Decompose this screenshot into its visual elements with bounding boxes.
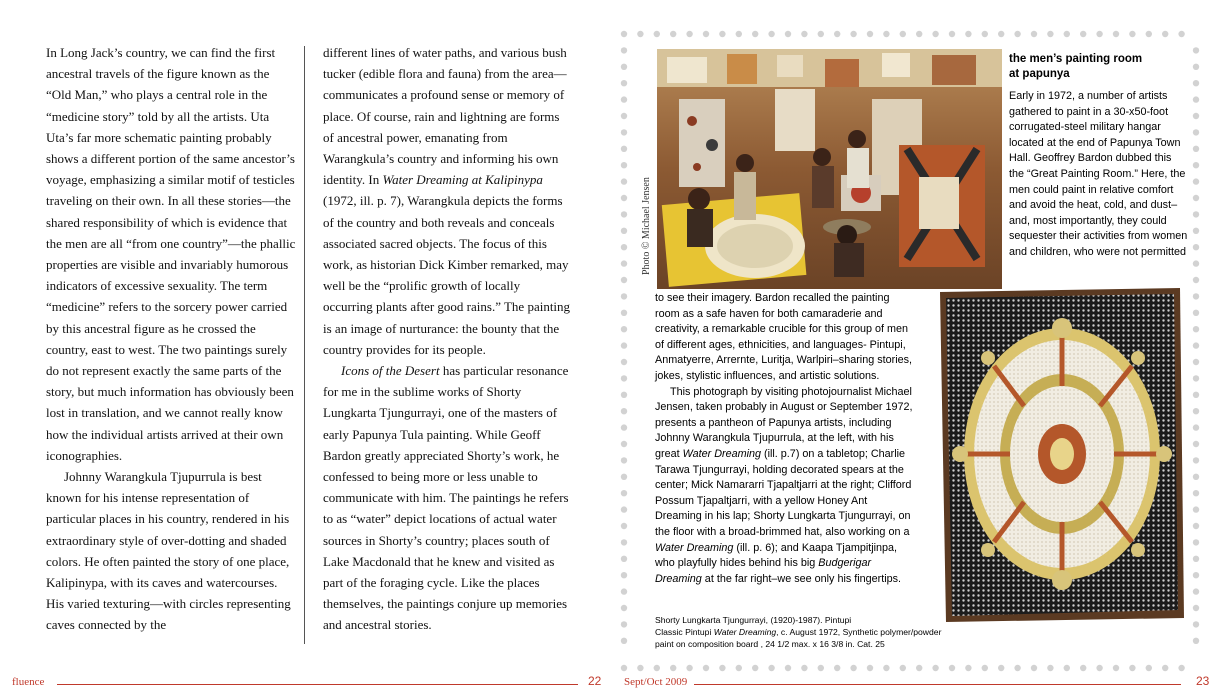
border-dot	[621, 129, 627, 135]
border-dot	[1014, 31, 1020, 37]
border-dot	[736, 31, 742, 37]
border-dot	[834, 665, 840, 671]
col2-p1-title-italic: Water Dreaming at Kalipinypa	[382, 172, 543, 188]
col2-p1-text-b: (1972, ill. p. 7), Warangkula depicts the forms of the country and both reveals and conceals associated sacred objects. The focus of this work, as historian Dick Kimber remarked, may well be the “prolific growth of locally occurring plants after good rains.” The painting is an image of nurturance: the bounty that the country provides for its people.	[323, 193, 571, 357]
border-dot	[801, 665, 807, 671]
left-column-1	[46, 42, 296, 636]
border-dot	[621, 490, 627, 496]
border-dot	[1193, 506, 1199, 512]
border-dot	[1193, 64, 1199, 70]
sidebar-heading-line-2: at papunya	[1009, 68, 1070, 80]
border-dot	[916, 31, 922, 37]
border-dot	[621, 457, 627, 463]
border-dot	[949, 31, 955, 37]
col2-p1-text-a: different lines of water paths, and various bush tucker (edible flora and fauna) from the area—communicates a profound sense or memory of place. Of course, rain and lightning are forms of ancestral power, emanating from Warangkula’s country and informing his own identity. In	[323, 45, 567, 188]
footer-issue-date: Sept/Oct 2009	[624, 676, 688, 688]
border-dot	[621, 588, 627, 594]
border-dot	[621, 342, 627, 348]
border-dot	[1193, 572, 1199, 578]
border-dot	[670, 665, 676, 671]
border-dot	[1193, 490, 1199, 496]
border-dot	[900, 31, 906, 37]
border-dot	[621, 638, 627, 644]
border-dot	[621, 162, 627, 168]
border-dot	[1113, 31, 1119, 37]
border-dot	[621, 211, 627, 217]
border-dot	[621, 277, 627, 283]
border-dot	[703, 31, 709, 37]
border-dot	[1193, 326, 1199, 332]
border-dot	[1193, 277, 1199, 283]
border-dot	[1047, 31, 1053, 37]
border-dot	[752, 665, 758, 671]
border-dot	[736, 665, 742, 671]
border-dot	[965, 665, 971, 671]
border-dot	[621, 556, 627, 562]
border-dot	[1193, 178, 1199, 184]
border-dot	[1193, 260, 1199, 266]
border-dot	[1031, 665, 1037, 671]
caption-line-3: paint on composition board , 24 1/2 max. x 16 3/8 in. Cat. 25	[655, 639, 885, 649]
border-dot	[621, 621, 627, 627]
border-dot	[621, 572, 627, 578]
footer-magazine-name: fluence	[12, 676, 45, 688]
border-dot	[1193, 113, 1199, 119]
border-dot	[1064, 31, 1070, 37]
border-dot	[719, 665, 725, 671]
border-dot	[621, 64, 627, 70]
sidebar-p2-d: at the far right–we see only his fingertips.	[701, 572, 902, 585]
sidebar-paragraph-2	[655, 385, 917, 588]
border-dot	[1193, 310, 1199, 316]
left-column-2	[323, 42, 571, 636]
col2-p2-text: has particular resonance for me in the sublime works of Shorty Lungkarta Tjungurrayi, one of the masters of early Papunya Tula painting. While Geoff Bardon greatly appreciated Shorty’s work, he confessed to being more or less unable to communicate with him. The paintings he refers to as “water” depict locations of actual water sources in Shorty’s country; places south of Lake Macdonald that he knew and visited as part of the foraging cycle. Like the places themselves, the paintings conjure up memories and ancestral stories.	[323, 363, 569, 633]
border-dot	[916, 665, 922, 671]
col2-paragraph-2	[323, 360, 571, 636]
border-dot	[801, 31, 807, 37]
border-dot	[1193, 441, 1199, 447]
border-dot	[1193, 556, 1199, 562]
border-dot	[752, 31, 758, 37]
border-dot	[1193, 408, 1199, 414]
sidebar-text-top: Early in 1972, a number of artists gathered to paint in a 30-x50-foot corrugated-steel military hangar located at the end of Papunya Town Hall. Geoffrey Bardon dubbed this the “Great Painting Room.” Here, the men could paint in relative comfort and avoid the heat, cold, and dust–and, most importantly, they could sequester their activities from women and children, who were not permitted	[1009, 90, 1188, 258]
photo-credit: Photo © Michael Jensen	[641, 177, 652, 275]
border-dot	[1129, 31, 1135, 37]
border-dot	[621, 195, 627, 201]
border-dot	[1193, 129, 1199, 135]
border-dot	[1193, 359, 1199, 365]
border-dot	[883, 665, 889, 671]
page-number-right: 23	[1196, 674, 1210, 688]
border-dot	[1162, 665, 1168, 671]
border-dot	[621, 310, 627, 316]
sidebar-p2-b: (ill. p.7) on a tabletop; Charlie Tarawa Tjungurrayi, holding decorated spears at the center; Mick Namararri Tjapaltjarri at the right; Clifford Possum Tjapaltjarri, with a yellow Honey Ant Dreaming in his lap; Shorty Lungkarta Tjungurrayi, on the floor with a broad-brimmed hat, also working on a	[655, 447, 912, 538]
col2-p2-title-italic: Icons of the Desert	[341, 363, 440, 379]
column-divider	[304, 46, 305, 644]
sidebar-p2-italic-1: Water Dreaming	[682, 447, 762, 460]
border-dot	[621, 260, 627, 266]
border-dot	[621, 293, 627, 299]
border-dot	[621, 605, 627, 611]
caption-line-2	[655, 626, 955, 638]
border-dot	[1047, 665, 1053, 671]
border-dot	[621, 113, 627, 119]
border-dot	[1193, 47, 1199, 53]
border-dot	[1193, 195, 1199, 201]
border-dot	[621, 523, 627, 529]
border-dot	[1193, 375, 1199, 381]
caption-line-1: Shorty Lungkarta Tjungurrayi, (1920)-1987). Pintupi	[655, 615, 852, 625]
border-dot	[1129, 665, 1135, 671]
border-dot	[1193, 146, 1199, 152]
border-dot	[850, 665, 856, 671]
sidebar-p2-italic-3: Budgerigar Dreaming	[655, 557, 872, 585]
border-dot	[637, 665, 643, 671]
border-dot	[818, 31, 824, 37]
border-dot	[1193, 588, 1199, 594]
sidebar-paragraph-1: to see their imagery. Bardon recalled the painting room as a safe haven for both camaraderie and creativity, a remarkable crucible for this group of men of different ages, ethnicities, and languages- Pintupi, Anmatyerre, Arrernte, Luritja, Warlpiri–sharing stories, jokes, stylistic influences, and artistic solutions.	[655, 292, 913, 382]
border-dot	[621, 31, 627, 37]
border-dot	[621, 228, 627, 234]
sidebar-p2-italic-2: Water Dreaming	[655, 541, 734, 554]
border-dot	[621, 47, 627, 53]
border-dot	[719, 31, 725, 37]
border-dot	[1064, 665, 1070, 671]
border-dot	[768, 31, 774, 37]
border-dot	[1031, 31, 1037, 37]
border-dot	[834, 31, 840, 37]
border-dot	[1096, 31, 1102, 37]
border-dot	[998, 31, 1004, 37]
border-dot	[1193, 293, 1199, 299]
border-dot	[621, 392, 627, 398]
border-dot	[1193, 96, 1199, 102]
border-dot	[1080, 665, 1086, 671]
border-dot	[1193, 211, 1199, 217]
border-dot	[1193, 162, 1199, 168]
border-dot	[621, 96, 627, 102]
border-dot	[1193, 342, 1199, 348]
border-dot	[703, 665, 709, 671]
border-dot	[1113, 665, 1119, 671]
border-dot	[621, 665, 627, 671]
border-dot	[621, 178, 627, 184]
border-dot	[998, 665, 1004, 671]
water-dreaming-painting	[936, 288, 1184, 622]
caption-line-2-italic: Water Dreaming	[713, 627, 777, 637]
border-dot	[654, 665, 660, 671]
col1-paragraph-1: In Long Jack’s country, we can find the first ancestral travels of the figure known as the “Old Man,” who plays a central role in the “medicine story” told by all the artists. Uta Uta’s far more schematic painting probably shows a different portion of the same ancestor’s voyage, emphasizing a similar motif of testicles traveling on their own. In all these stories—the shared responsibility of which is evidence that the men are all “from one country”—the phallic properties are visible and invariably humorous indicators of excessive sexuality. The term “medicine” refers to the sorcery power carried by this ancestral figure as he crossed the country, east to west. The two paintings surely do not represent exactly the same parts of the story, but much information has obviously been lost in translation, and we cannot really know how the individual artists arrived at their own iconographies.	[46, 45, 296, 463]
border-dot	[965, 31, 971, 37]
border-dot	[900, 665, 906, 671]
border-dot	[1193, 244, 1199, 250]
footer-right-rule	[694, 684, 1181, 685]
border-dot	[654, 31, 660, 37]
border-dot	[850, 31, 856, 37]
border-dot	[932, 665, 938, 671]
painting-room-photo	[657, 49, 1002, 289]
border-dot	[785, 665, 791, 671]
border-dot	[1178, 665, 1184, 671]
border-dot	[621, 441, 627, 447]
border-dot	[1096, 665, 1102, 671]
border-dot	[1193, 539, 1199, 545]
border-dot	[686, 665, 692, 671]
sidebar-heading-line-1: the men’s painting room	[1009, 53, 1143, 65]
border-dot	[785, 31, 791, 37]
border-dot	[1193, 621, 1199, 627]
border-dot	[982, 665, 988, 671]
border-dot	[621, 375, 627, 381]
border-dot	[818, 665, 824, 671]
border-dot	[1193, 605, 1199, 611]
page-number-left: 22	[588, 674, 602, 688]
border-dot	[1193, 474, 1199, 480]
border-dot	[1193, 228, 1199, 234]
caption-line-2-b: , c. August 1972, Synthetic polymer/powder	[776, 627, 942, 637]
border-dot	[1080, 31, 1086, 37]
border-dot	[982, 31, 988, 37]
caption-line-2-a: Classic Pintupi	[655, 627, 714, 637]
border-dot	[883, 31, 889, 37]
border-dot	[1162, 31, 1168, 37]
border-dot	[1146, 665, 1152, 671]
border-dot	[621, 424, 627, 430]
border-dot	[768, 665, 774, 671]
border-dot	[621, 408, 627, 414]
border-dot	[1014, 665, 1020, 671]
border-dot	[867, 665, 873, 671]
sidebar-heading	[1009, 52, 1189, 82]
border-dot	[621, 80, 627, 86]
border-dot	[621, 474, 627, 480]
border-dot	[867, 31, 873, 37]
border-dot	[1193, 424, 1199, 430]
col1-paragraph-2: Johnny Warangkula Tjupurrula is best known for his intense representation of particular places in his country, rendered in his extraordinary style of over-dotting and shaded colors. He often painted the story of one place, Kalipinypa, with its caves and watercourses. His varied texturing—with circles representing caves connected by the	[46, 469, 291, 633]
border-dot	[1146, 31, 1152, 37]
footer-left-rule	[57, 684, 578, 685]
col2-paragraph-1	[323, 42, 571, 360]
border-dot	[621, 539, 627, 545]
border-dot	[1178, 31, 1184, 37]
border-dot	[621, 244, 627, 250]
border-dot	[621, 506, 627, 512]
border-dot	[1193, 392, 1199, 398]
border-dot	[1193, 80, 1199, 86]
border-dot	[670, 31, 676, 37]
border-dot	[686, 31, 692, 37]
border-dot	[621, 326, 627, 332]
painting-caption	[655, 614, 955, 650]
sidebar-p2-c: (ill. p. 6); and Kaapa Tjampitjinpa, who playfully hides behind his big	[655, 541, 898, 570]
border-dot	[621, 359, 627, 365]
border-dot	[949, 665, 955, 671]
border-dot	[621, 146, 627, 152]
sidebar-p2-a: This photograph by visiting photojournalist Michael Jensen, taken probably in August or September 1972, presents a pantheon of Papunya artists, including Johnny Warangkula Tjupurrula, at the left, with his great	[655, 385, 913, 460]
border-dot	[932, 31, 938, 37]
sidebar-text-bottom	[655, 291, 917, 587]
border-dot	[1193, 638, 1199, 644]
border-dot	[637, 31, 643, 37]
border-dot	[1193, 523, 1199, 529]
border-dot	[1193, 457, 1199, 463]
